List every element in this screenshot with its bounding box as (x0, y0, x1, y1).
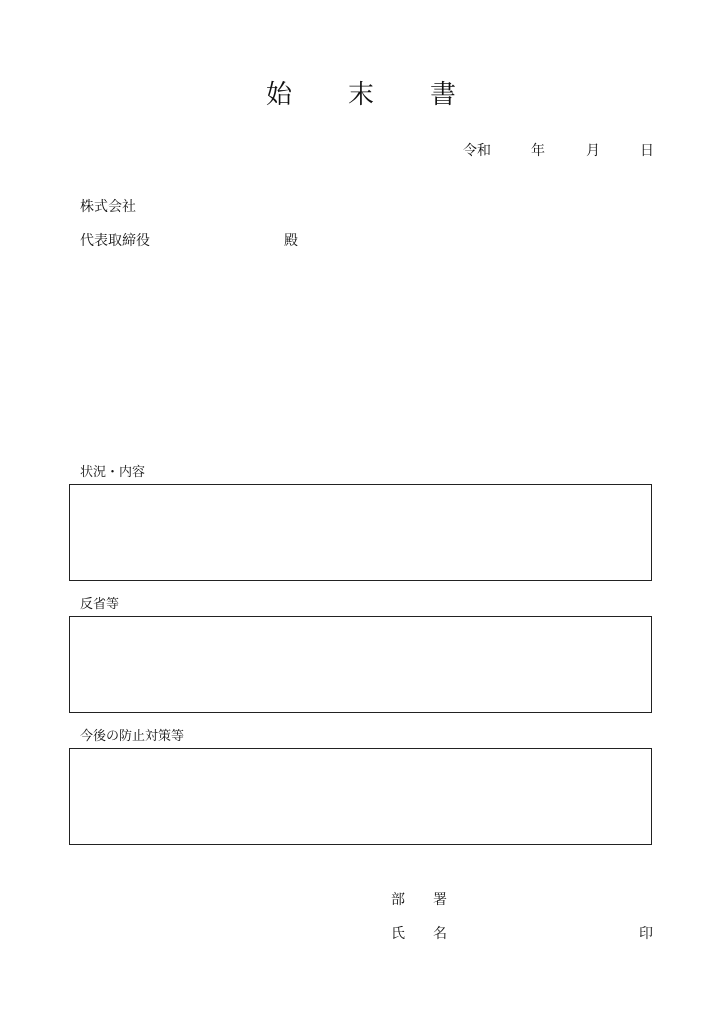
reflection-box[interactable] (69, 616, 652, 713)
recipient-company: 株式会社 (80, 199, 136, 215)
section-label-prevention: 今後の防止対策等 (80, 729, 185, 744)
department-char: 部 (391, 892, 405, 908)
date-month: 月 (586, 143, 600, 159)
recipient-honorific: 殿 (284, 233, 298, 249)
recipient-position: 代表取締役 (80, 233, 150, 249)
seal-mark: 印 (639, 926, 653, 942)
date-day: 日 (640, 143, 654, 159)
prevention-box[interactable] (69, 748, 652, 845)
title-char: 末 (347, 80, 376, 110)
department-char: 署 (433, 892, 447, 908)
name-char: 名 (433, 926, 447, 942)
department-label (391, 889, 447, 909)
name-label (391, 923, 447, 943)
situation-box[interactable] (69, 484, 652, 581)
date-year: 年 (531, 143, 545, 159)
page-title (0, 74, 724, 111)
name-char: 氏 (391, 926, 405, 942)
section-label-situation: 状況・内容 (80, 465, 146, 480)
title-char: 始 (265, 80, 294, 110)
title-char: 書 (430, 80, 459, 110)
date-era: 令和 (463, 143, 491, 159)
section-label-reflection: 反省等 (80, 597, 120, 612)
